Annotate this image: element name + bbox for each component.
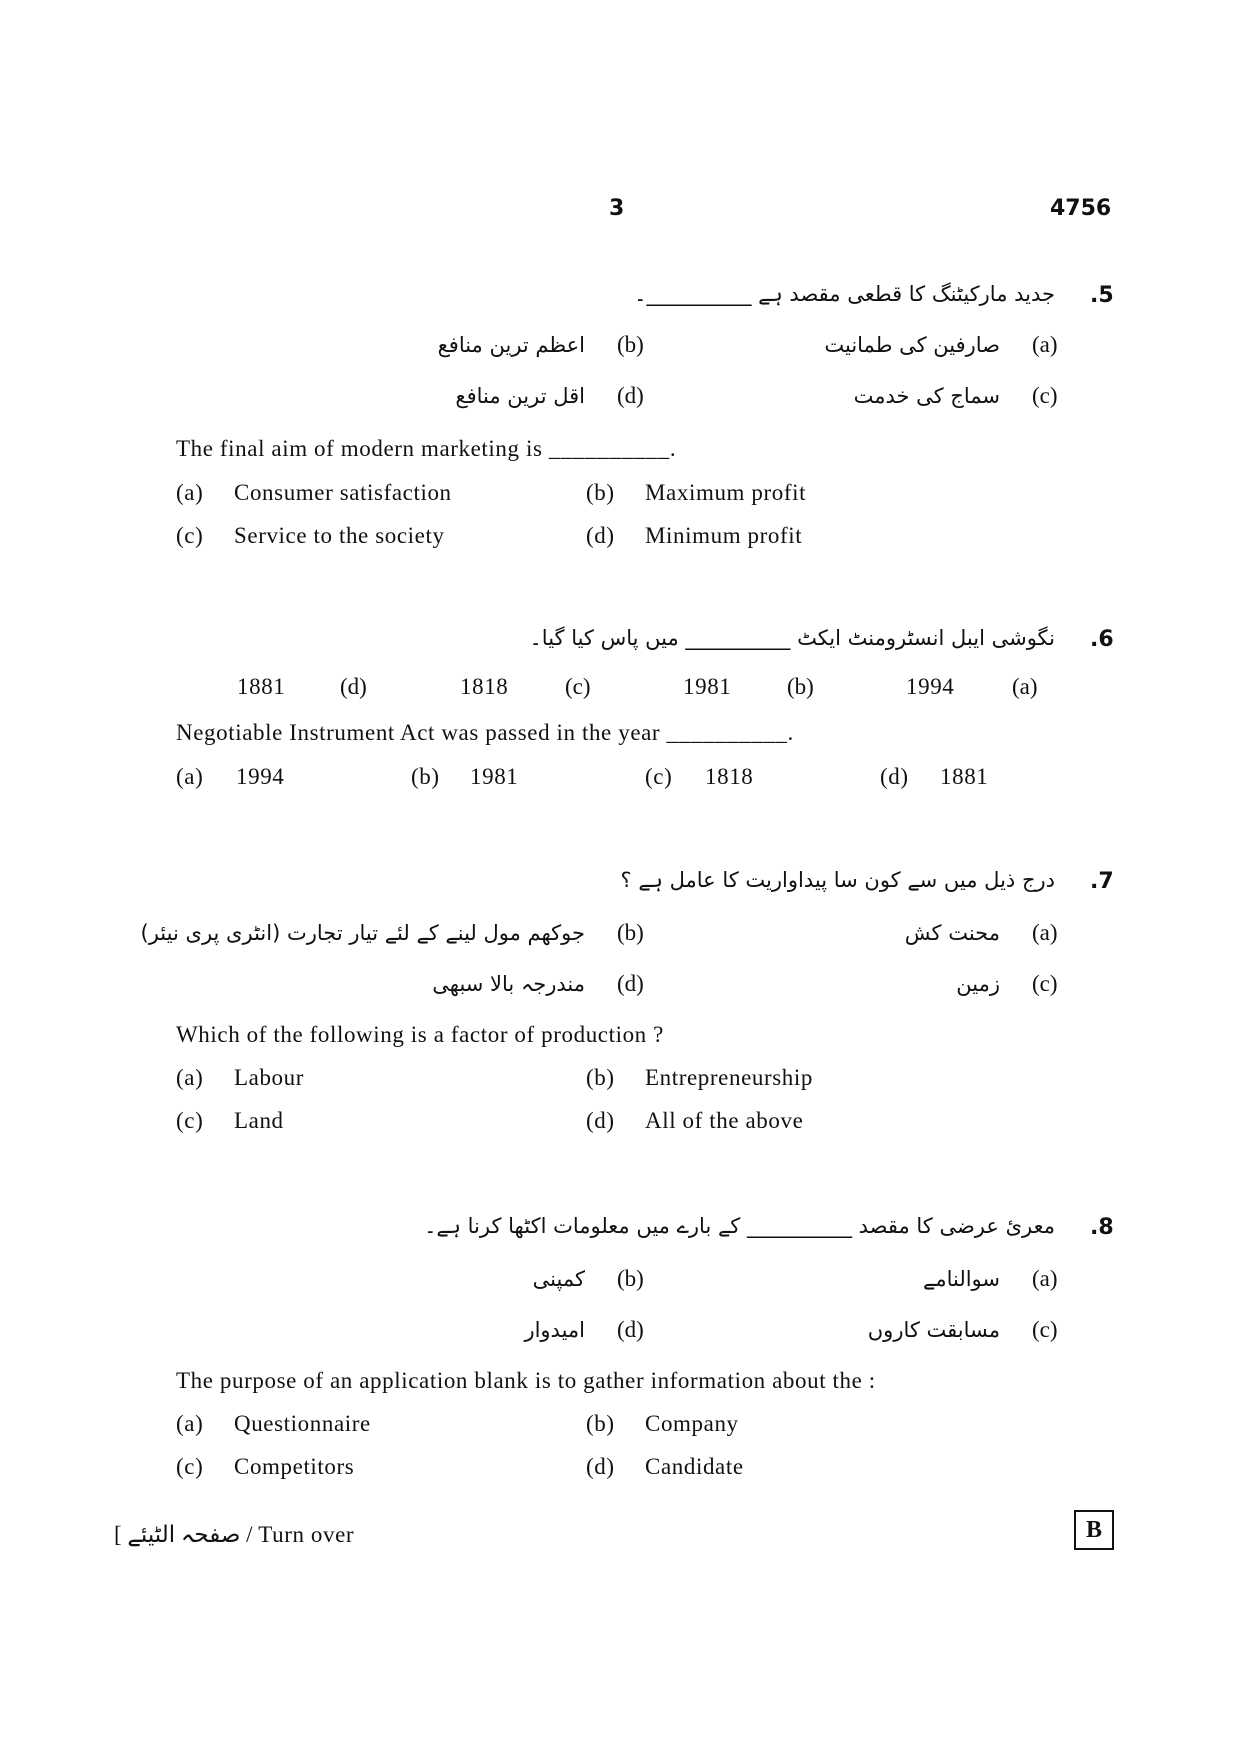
turn-over-note: [ صفحہ الٹیئے / Turn over: [114, 1522, 355, 1547]
urdu-option-label: (b): [617, 920, 644, 945]
option-text: 1994: [236, 764, 285, 789]
option-text: Maximum profit: [645, 480, 807, 505]
option-text: Company: [645, 1411, 739, 1436]
urdu-option-label: (b): [787, 674, 814, 699]
question-number: .8: [1090, 1215, 1114, 1240]
option-label: (c): [176, 1454, 204, 1479]
urdu-option-label: (c): [565, 674, 591, 699]
english-stem: Which of the following is a factor of production ?: [176, 1022, 664, 1047]
option-text: 1818: [705, 764, 754, 789]
option-label: (a): [176, 764, 204, 789]
urdu-option-label: (d): [617, 971, 644, 996]
english-stem: The final aim of modern marketing is __________.: [176, 436, 677, 461]
urdu-option-label: (c): [1032, 971, 1058, 996]
option-text: Competitors: [234, 1454, 355, 1479]
urdu-option-text: صارفین کی طمانیت: [824, 333, 1000, 357]
urdu-option-text: 1881: [237, 674, 286, 699]
option-text: Questionnaire: [234, 1411, 371, 1436]
option-label: (d): [880, 764, 909, 789]
series-box: B: [1074, 1510, 1114, 1550]
urdu-stem: درج ذیل میں سے کون سا پیداواریت کا عامل ہے ؟: [620, 868, 1055, 892]
urdu-option-label: (c): [1032, 1317, 1058, 1342]
urdu-option-label: (a): [1032, 1266, 1058, 1291]
option-label: (b): [586, 1065, 615, 1090]
urdu-option-text: 1818: [460, 674, 509, 699]
urdu-option-text: کمپنی: [532, 1267, 585, 1291]
urdu-option-text: سوالنامے: [923, 1267, 1000, 1291]
paper-code: 4756: [1050, 196, 1112, 221]
english-stem: Negotiable Instrument Act was passed in the year __________.: [176, 720, 794, 745]
urdu-option-text: 1994: [906, 674, 955, 699]
option-label: (c): [645, 764, 673, 789]
urdu-option-text: مسابقت کاروں: [867, 1318, 1000, 1342]
urdu-option-label: (d): [617, 1317, 644, 1342]
option-text: Entrepreneurship: [645, 1065, 813, 1090]
question-number: .5: [1090, 283, 1114, 308]
option-text: Minimum profit: [645, 523, 803, 548]
urdu-option-label: (a): [1032, 920, 1058, 945]
option-text: All of the above: [645, 1108, 804, 1133]
urdu-option-text: سماج کی خدمت: [853, 384, 1000, 408]
option-text: 1981: [470, 764, 519, 789]
option-label: (b): [411, 764, 440, 789]
option-label: (a): [176, 1411, 204, 1436]
urdu-stem: نگوشی ایبل انسٹرومنٹ ایکٹ __________ میں پاس کیا گیا۔: [529, 626, 1055, 650]
urdu-option-text: جوکھم مول لینے کے لئے تیار تجارت (انٹری پری نیئر): [140, 921, 585, 945]
option-text: Consumer satisfaction: [234, 480, 452, 505]
urdu-option-label: (b): [617, 1266, 644, 1291]
option-text: Candidate: [645, 1454, 744, 1479]
urdu-option-text: 1981: [683, 674, 732, 699]
option-text: Service to the society: [234, 523, 445, 548]
urdu-option-label: (c): [1032, 383, 1058, 408]
option-label: (d): [586, 1108, 615, 1133]
option-label: (d): [586, 1454, 615, 1479]
urdu-option-label: (d): [340, 674, 367, 699]
urdu-stem: جدید مارکیٹنگ کا قطعی مقصد ہے __________۔: [634, 282, 1055, 306]
option-label: (c): [176, 523, 204, 548]
urdu-option-label: (b): [617, 332, 644, 357]
option-text: Labour: [234, 1065, 305, 1090]
option-label: (a): [176, 1065, 204, 1090]
urdu-option-label: (a): [1032, 332, 1058, 357]
urdu-option-text: امیدوار: [524, 1318, 585, 1342]
urdu-option-label: (a): [1012, 674, 1038, 699]
option-label: (b): [586, 1411, 615, 1436]
urdu-option-text: محنت کش: [904, 921, 1000, 945]
page-number: 3: [609, 196, 625, 221]
urdu-option-text: مندرجہ بالا سبھی: [432, 972, 585, 996]
urdu-option-label: (d): [617, 383, 644, 408]
question-number: .6: [1090, 627, 1114, 652]
urdu-option-text: اعظم ترین منافع: [437, 333, 585, 357]
urdu-stem: معریٔ عرضی کا مقصد __________ کے بارے میں معلومات اکٹھا کرنا ہے۔: [424, 1214, 1055, 1238]
option-label: (b): [586, 480, 615, 505]
option-text: Land: [234, 1108, 284, 1133]
option-label: (d): [586, 523, 615, 548]
english-stem: The purpose of an application blank is to gather information about the :: [176, 1368, 876, 1393]
option-text: 1881: [940, 764, 989, 789]
option-label: (c): [176, 1108, 204, 1133]
option-label: (a): [176, 480, 204, 505]
urdu-option-text: زمین: [956, 972, 1000, 996]
urdu-option-text: اقل ترین منافع: [455, 384, 585, 408]
question-number: .7: [1090, 869, 1114, 894]
